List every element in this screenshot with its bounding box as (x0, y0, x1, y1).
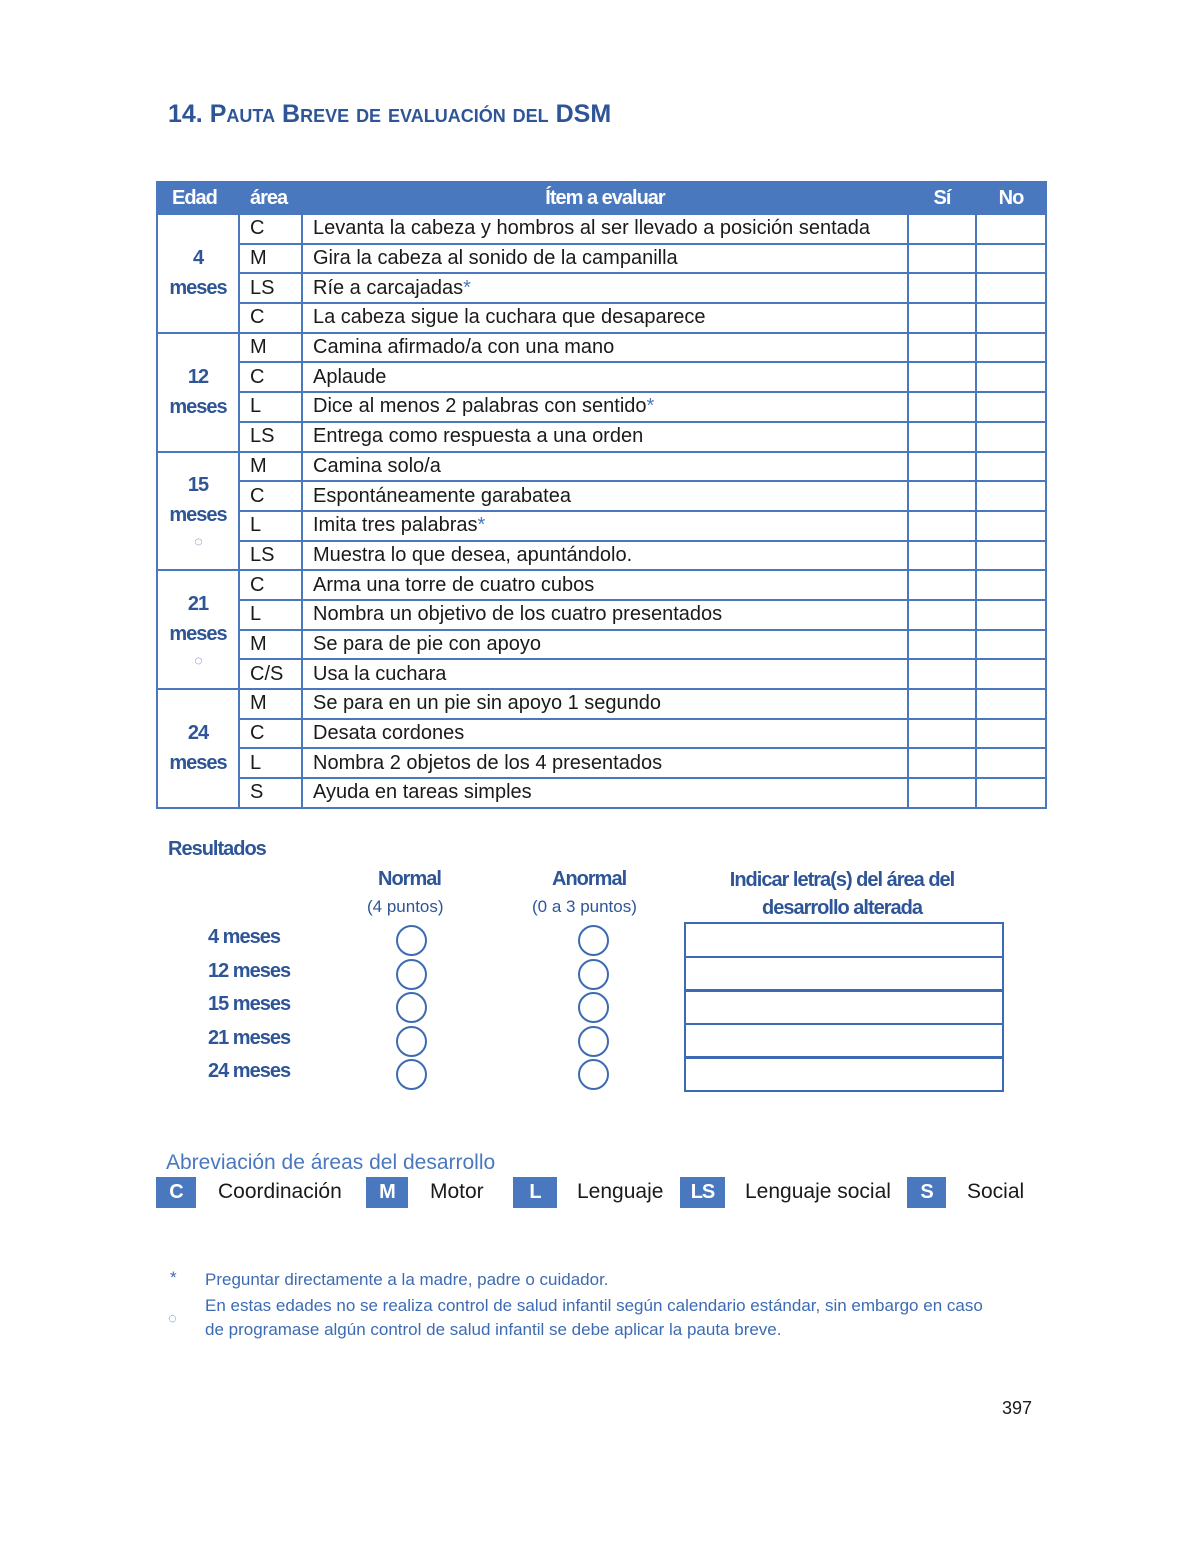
evaluation-table (156, 181, 1047, 809)
result-age-label: 12 meses (208, 959, 291, 982)
age-unit: meses (169, 622, 227, 645)
no-checkbox-cell[interactable] (976, 719, 1046, 749)
table-row (157, 244, 1046, 274)
abbreviations-title: Abreviación de áreas del desarrollo (166, 1151, 496, 1174)
altered-area-input[interactable] (684, 1056, 1004, 1092)
table-row (157, 422, 1046, 452)
item-text: Desata cordones (313, 722, 465, 745)
area-cell: LS (239, 541, 302, 571)
yes-checkbox-cell[interactable] (908, 214, 976, 244)
age-cell (157, 570, 239, 689)
area-cell: S (239, 778, 302, 808)
age-unit: meses (169, 752, 227, 775)
area-cell: C (239, 362, 302, 392)
abnormal-circle[interactable] (578, 925, 609, 956)
table-row (157, 659, 1046, 689)
no-checkbox-cell[interactable] (976, 244, 1046, 274)
abbr-code-badge: M (366, 1177, 408, 1208)
note-star-text: Preguntar directamente a la madre, padre o cuidador. (205, 1270, 609, 1289)
note-circle-line2: de programase algún control de salud infantil se debe aplicar la pauta breve. (205, 1320, 782, 1339)
item-cell (302, 303, 908, 333)
header-no: No (976, 182, 1046, 214)
yes-checkbox-cell[interactable] (908, 748, 976, 778)
area-cell: L (239, 748, 302, 778)
normal-circle[interactable] (396, 992, 427, 1023)
no-checkbox-cell[interactable] (976, 362, 1046, 392)
table-row (157, 362, 1046, 392)
title-word-2: BREVE (282, 100, 350, 128)
age-cell (157, 689, 239, 808)
yes-checkbox-cell[interactable] (908, 630, 976, 660)
abnormal-circle[interactable] (578, 1059, 609, 1090)
no-checkbox-cell[interactable] (976, 600, 1046, 630)
no-checkbox-cell[interactable] (976, 748, 1046, 778)
item-cell (302, 600, 908, 630)
area-cell: M (239, 452, 302, 482)
item-text: Ayuda en tareas simples (313, 781, 532, 804)
abbr-code-badge: S (907, 1177, 946, 1208)
yes-checkbox-cell[interactable] (908, 541, 976, 571)
no-checkbox-cell[interactable] (976, 541, 1046, 571)
yes-checkbox-cell[interactable] (908, 600, 976, 630)
item-cell (302, 452, 908, 482)
abbr-code-badge: C (156, 1177, 196, 1208)
item-text: Levanta la cabeza y hombros al ser llevado a posición sentada (313, 217, 871, 240)
abbr-label: Coordinación (218, 1180, 342, 1203)
no-checkbox-cell[interactable] (976, 303, 1046, 333)
yes-checkbox-cell[interactable] (908, 422, 976, 452)
yes-checkbox-cell[interactable] (908, 570, 976, 600)
no-checkbox-cell[interactable] (976, 511, 1046, 541)
item-cell (302, 778, 908, 808)
ask-caregiver-mark: * (463, 276, 471, 299)
area-cell: C (239, 303, 302, 333)
item-text: Entrega como respuesta a una orden (313, 425, 644, 448)
item-text: Espontáneamente garabatea (313, 484, 571, 507)
abbr-code-badge: L (513, 1177, 557, 1208)
abbr-label: Social (967, 1180, 1025, 1203)
yes-checkbox-cell[interactable] (908, 273, 976, 303)
letters-label-line1: Indicar letra(s) del área del (729, 869, 955, 891)
abbr-label: Motor (430, 1180, 484, 1203)
abnormal-sub: (0 a 3 puntos) (532, 897, 637, 916)
table-row (157, 748, 1046, 778)
table-body (157, 214, 1046, 808)
item-text: Camina afirmado/a con una mano (313, 336, 615, 359)
area-cell: L (239, 392, 302, 422)
yes-checkbox-cell[interactable] (908, 481, 976, 511)
no-checkbox-cell[interactable] (976, 422, 1046, 452)
letters-label-line2: desarrollo alterada (762, 897, 922, 919)
header-yes: Sí (908, 182, 976, 214)
table-row (157, 630, 1046, 660)
table-row (157, 303, 1046, 333)
item-text: La cabeza sigue la cuchara que desaparece (313, 306, 706, 329)
no-control-mark: ◌ (194, 651, 202, 668)
age-number: 15 (187, 473, 209, 496)
age-cell (157, 333, 239, 452)
no-checkbox-cell[interactable] (976, 778, 1046, 808)
age-unit: meses (169, 277, 227, 300)
results-title: Resultados (168, 838, 266, 860)
age-number: 12 (187, 366, 209, 389)
page-title (168, 100, 611, 129)
item-text: Arma una torre de cuatro cubos (313, 573, 595, 596)
item-text: Dice al menos 2 palabras con sentido (313, 395, 647, 418)
item-cell (302, 541, 908, 571)
yes-checkbox-cell[interactable] (908, 392, 976, 422)
title-word-4: EVALUACIÓN (388, 106, 506, 126)
item-cell (302, 244, 908, 274)
result-age-label: 15 meses (208, 993, 291, 1015)
item-cell (302, 689, 908, 719)
result-age-label: 24 meses (208, 1060, 291, 1082)
yes-checkbox-cell[interactable] (908, 719, 976, 749)
table-row (157, 570, 1046, 600)
no-checkbox-cell[interactable] (976, 481, 1046, 511)
result-age-label: 4 meses (208, 926, 280, 948)
area-cell: C/S (239, 659, 302, 689)
no-checkbox-cell[interactable] (976, 392, 1046, 422)
title-number: 14. (168, 100, 203, 128)
no-control-mark: ◌ (194, 532, 202, 549)
item-cell (302, 748, 908, 778)
item-cell (302, 570, 908, 600)
title-word-1: PAUTA (209, 100, 276, 128)
note-circle-line1: En estas edades no se realiza control de salud infantil según calendario estándar, sin embargo en caso (205, 1296, 983, 1315)
item-cell (302, 719, 908, 749)
area-cell: L (239, 511, 302, 541)
no-checkbox-cell[interactable] (976, 214, 1046, 244)
header-item: Ítem a evaluar (302, 182, 908, 214)
abnormal-circle[interactable] (578, 992, 609, 1023)
abbr-label: Lenguaje (577, 1180, 664, 1203)
item-cell (302, 422, 908, 452)
no-checkbox-cell[interactable] (976, 659, 1046, 689)
item-text: Ríe a carcajadas (313, 276, 464, 299)
age-number: 4 (192, 247, 204, 270)
area-cell: M (239, 630, 302, 660)
item-text: Gira la cabeza al sonido de la campanilla (313, 247, 678, 270)
table-row (157, 333, 1046, 363)
abbr-label: Lenguaje social (745, 1180, 891, 1203)
item-cell (302, 659, 908, 689)
area-cell: C (239, 214, 302, 244)
area-cell: LS (239, 273, 302, 303)
normal-circle[interactable] (396, 1026, 427, 1057)
altered-area-input[interactable] (684, 1023, 1004, 1059)
age-cell (157, 452, 239, 571)
age-unit: meses (169, 396, 227, 419)
normal-circle[interactable] (396, 1059, 427, 1090)
table-row (157, 778, 1046, 808)
item-cell (302, 630, 908, 660)
item-text: Nombra 2 objetos de los 4 presentados (313, 751, 663, 774)
yes-checkbox-cell[interactable] (908, 333, 976, 363)
title-word-3: DE (356, 106, 382, 126)
ask-caregiver-mark: * (477, 514, 486, 537)
no-checkbox-cell[interactable] (976, 689, 1046, 719)
normal-circle[interactable] (396, 959, 427, 990)
age-number: 21 (187, 592, 209, 615)
table-row (157, 719, 1046, 749)
item-text: Se para de pie con apoyo (313, 632, 541, 655)
item-cell (302, 333, 908, 363)
yes-checkbox-cell[interactable] (908, 689, 976, 719)
no-checkbox-cell[interactable] (976, 273, 1046, 303)
no-checkbox-cell[interactable] (976, 630, 1046, 660)
yes-checkbox-cell[interactable] (908, 244, 976, 274)
result-age-label: 21 meses (208, 1026, 291, 1049)
item-text: Usa la cuchara (313, 662, 447, 685)
abnormal-circle[interactable] (578, 1026, 609, 1057)
table-row (157, 689, 1046, 719)
page-number: 397 (1002, 1398, 1033, 1418)
item-cell (302, 392, 908, 422)
yes-checkbox-cell[interactable] (908, 511, 976, 541)
altered-area-input[interactable] (684, 956, 1004, 992)
age-number: 24 (187, 722, 209, 745)
area-cell: C (239, 570, 302, 600)
abnormal-label: Anormal (552, 868, 627, 890)
no-checkbox-cell[interactable] (976, 333, 1046, 363)
item-cell (302, 481, 908, 511)
item-text: Aplaude (313, 365, 387, 388)
header-age: Edad (157, 182, 239, 214)
yes-checkbox-cell[interactable] (908, 778, 976, 808)
yes-checkbox-cell[interactable] (908, 362, 976, 392)
area-cell: L (239, 600, 302, 630)
abnormal-circle[interactable] (578, 959, 609, 990)
altered-area-input[interactable] (684, 922, 1004, 958)
ask-caregiver-mark: * (646, 395, 655, 418)
item-text: Muestra lo que desea, apuntándolo. (313, 543, 633, 566)
note-star-symbol: * (170, 1268, 177, 1287)
table-row (157, 511, 1046, 541)
area-cell: C (239, 481, 302, 511)
normal-circle[interactable] (396, 925, 427, 956)
area-cell: C (239, 719, 302, 749)
table-header-row (157, 182, 1046, 214)
note-circle-symbol: ◌ (168, 1310, 177, 1327)
item-cell (302, 362, 908, 392)
item-cell (302, 214, 908, 244)
item-text: Camina solo/a (313, 454, 441, 477)
item-text: Se para en un pie sin apoyo 1 segundo (313, 692, 662, 715)
header-area: área (239, 182, 302, 214)
no-checkbox-cell[interactable] (976, 452, 1046, 482)
area-cell: M (239, 333, 302, 363)
age-unit: meses (169, 503, 227, 526)
yes-checkbox-cell[interactable] (908, 659, 976, 689)
table-row (157, 541, 1046, 571)
table-row (157, 214, 1046, 244)
title-word-5: DEL (512, 106, 549, 126)
table-row (157, 392, 1046, 422)
table-row (157, 452, 1046, 482)
normal-label: Normal (378, 868, 441, 890)
age-cell (157, 214, 239, 333)
item-text: Imita tres palabras (313, 514, 478, 537)
letters-label (684, 866, 1000, 922)
yes-checkbox-cell[interactable] (908, 452, 976, 482)
altered-area-input[interactable] (684, 989, 1004, 1025)
area-cell: M (239, 244, 302, 274)
table-row (157, 481, 1046, 511)
item-text: Nombra un objetivo de los cuatro presentados (313, 603, 723, 626)
table-row (157, 600, 1046, 630)
no-checkbox-cell[interactable] (976, 570, 1046, 600)
abbr-code-badge: LS (680, 1177, 725, 1208)
yes-checkbox-cell[interactable] (908, 303, 976, 333)
area-cell: LS (239, 422, 302, 452)
title-acronym: DSM (555, 100, 612, 128)
normal-sub: (4 puntos) (367, 897, 444, 916)
area-cell: M (239, 689, 302, 719)
item-cell (302, 273, 908, 303)
item-cell (302, 511, 908, 541)
table-row (157, 273, 1046, 303)
